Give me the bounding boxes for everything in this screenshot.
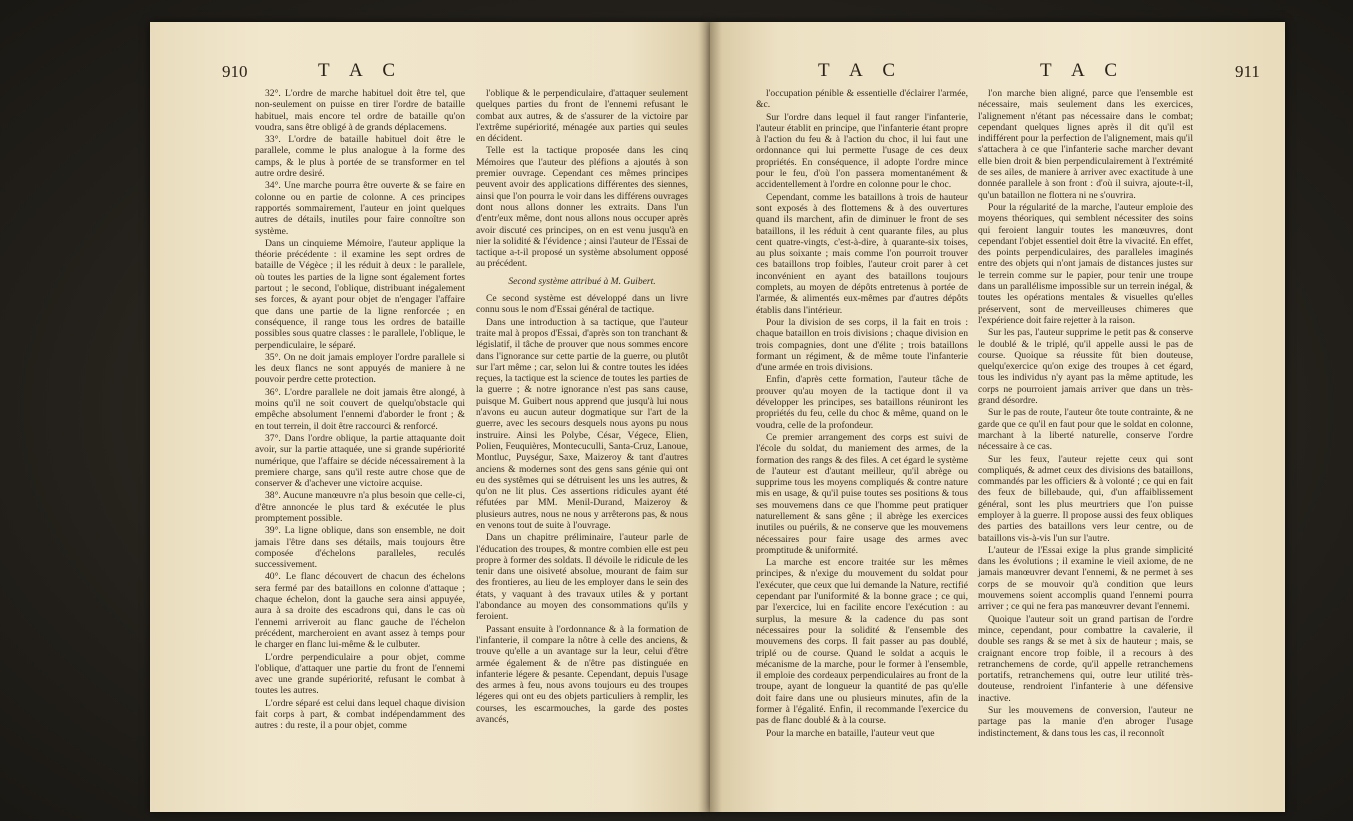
left-page (150, 22, 710, 812)
paragraph: 34°. Une marche pourra être ouverte & se faire en colonne ou en partie de colonne. A ces principes rapportés sommairement, l'auteur en joint quelques autres de détails, inutiles pour faire connoître son système. (255, 180, 465, 237)
left-page-column-1 (255, 88, 465, 733)
paragraph: Enfin, d'après cette formation, l'auteur tâche de prouver qu'au moyen de la tactique dont il va développer les principes, ses bataillons réuniront les propriétés du feu, celle du choc & même, quand on le voudra, celle de la profondeur. (756, 374, 968, 431)
paragraph: Sur l'ordre dans lequel il faut ranger l'infanterie, l'auteur établit en principe, que l'infanterie étant propre à l'action du feu & à l'action du choc, il lui faut une ordonnance qui lui permette l'usage de ces deux propriétés. En conséquence, il adopte l'ordre mince pour le feu, d'où l'on passera momentanément & accidentellement à l'ordre en colonne pour le choc. (756, 111, 968, 191)
paragraph: L'ordre séparé est celui dans lequel chaque division fait corps à part, & combat indépendamment des autres : du reste, il a pour objet, comme (255, 697, 465, 732)
right-page-header (710, 60, 1285, 84)
book-gutter (698, 22, 722, 812)
paragraph: Passant ensuite à l'ordonnance & à la formation de l'infanterie, il compare la nôtre à celle des anciens, & trouve qu'elle a un avantage sur la leur, celui d'être armée également & de n'être pas distinguée en infanterie légere & pesante. Cependant, depuis l'usage des armes à feu, nous avons toujours eu des troupes légeres qui ont eu des objets particuliers à remplir, les courses, les escarmouches, la garde des postes avancés, (476, 623, 688, 726)
right-page-number: 911 (1235, 62, 1260, 81)
paragraph: 38°. Aucune manœuvre n'a plus besoin que celle-ci, d'être annoncée le plus tard & exécutée le plus promptement possible. (255, 490, 465, 524)
paragraph: Pour la marche en bataille, l'auteur veut que (766, 727, 935, 739)
paragraph: Pour la division de ses corps, il la fait en trois : chaque bataillon en trois divisions ; chaque division en trois compagnies, dont une d'élite ; trois bataillons formant un régiment, & de même toute l'infanterie d'une armée en trois divisions. (756, 316, 968, 374)
paragraph: Sur les feux, l'auteur rejette ceux qui sont compliqués, & admet ceux des divisions des bataillons, commandés par les officiers & à volonté ; ce qui en fait des feux de billebaude, qui, d'un affaiblissement général, sont les plus meurtriers que l'on puisse employer à la guerre. Il propose aussi des feux obliques des parties des bataillons vers leur centre, ou de bataillons vis-à-vis l'un sur l'autre. (978, 453, 1193, 544)
paragraph: Quoique l'auteur soit un grand partisan de l'ordre mince, cependant, pour combattre la cavalerie, il double ses rangs & se met à six de hauteur ; mais, se craignant encore trop foible, il a recours à des retranchemens de corde, qu'il appelle retranchemens portatifs, retranchemens qui, outre leur utilité très-douteuse, rendroient l'infanterie à une défensive inactive. (978, 613, 1193, 704)
right-running-head-1: T A C (818, 60, 904, 81)
paragraph: L'auteur de l'Essai exige la plus grande simplicité dans les évolutions ; il examine le vieil axiome, de ne jamais manœuvrer devant l'ennemi, & ne permet à ses corps de se mouvoir qu'à condition que leurs mouvemens soient accomplis quand l'ennemi pourra arriver ; ce qui ne fera pas manœuvrer devant l'ennemi. (978, 544, 1193, 613)
right-page-column-2 (978, 88, 1193, 740)
paragraph: 39°. La ligne oblique, dans son ensemble, ne doit jamais l'être dans ses détails, mais toujours être composée d'échelons paralleles, reculés successivement. (255, 525, 465, 571)
paragraph: Ce premier arrangement des corps est suivi de l'école du soldat, du maniement des armes, de la formation des rangs & des files. A cet égard le système de l'auteur est d'autant meilleur, qu'il abrège ou supprime tous les moyens compliqués & contre nature mis en usage, & qu'il puise toutes ses positions & tous ses mouvemens dans ce que l'homme peut pratiquer naturellement & sans gêne ; il abrège les exercices inutiles ou puérils, & ne conserve que les mouvemens nécessaires pour faire usage des armes avec promptitude & uniformité. (756, 431, 968, 556)
paragraph: L'ordre perpendiculaire a pour objet, comme l'oblique, d'attaquer une partie du front de l'ennemi avec une grande supériorité, refusant le combat à toutes les autres. (255, 651, 465, 697)
left-running-head: T A C (318, 60, 404, 81)
paragraph: Sur les pas, l'auteur supprime le petit pas & conserve le doublé & le triplé, qu'il appelle aussi le pas de course. Quoique sa réussite fût bien douteuse, quelqu'exercice qu'on exige des troupes à cet égard, tous les individus n'y ayant pas la même aptitude, les corps ne pourroient jamais arriver que dans un très-grand désordre. (978, 327, 1193, 407)
paragraph: l'oblique & le perpendiculaire, d'attaquer seulement quelques parties du front de l'ennemi refusant le combat aux autres, & de s'assurer de la victoire par l'extrême supériorité, ménagée aux parties qui seules en décident. (476, 88, 688, 145)
paragraph: l'occupation pénible & essentielle d'éclairer l'armée, &c. (756, 88, 968, 111)
paragraph: Ce second système est développé dans un livre connu sous le nom d'Essai général de tactique. (476, 293, 688, 316)
left-page-column-2 (476, 88, 688, 726)
right-page-column-1 (756, 88, 968, 740)
page-edges-left (150, 32, 152, 812)
paragraph: Cependant, comme les bataillons à trois de hauteur sont exposés à des flottemens & à des ouvertures quand ils marchent, afin de diminuer le front de ses bataillons, il les réduit à cent quarante files, au plus cent quatre-vingts, c'est-à-dire, à quarante-six toises, au plus soixante ; mais comme l'on pourroit trouver ces bataillons trop foibles, l'auteur croit parer à cet inconvénient en ayant des bataillons toujours complets, au moyen de dépôts entretenus à portée de l'armée, & alimentés eux-mêmes par d'autres dépôts établis dans l'intérieur. (756, 191, 968, 316)
right-running-head-2: T A C (1040, 60, 1126, 81)
paragraph: Sur les mouvemens de conversion, l'auteur ne partage pas la manie d'en abroger l'usage indistinctement, & dans tous les cas, il reconnoît (978, 705, 1193, 739)
page-edges-right (1283, 32, 1285, 812)
left-page-header (150, 60, 710, 84)
paragraph: 36°. L'ordre parallele ne doit jamais être alongé, à moins qu'il ne soit couvert de quelqu'obstacle qui empêche absolument l'ennemi d'aborder le front ; & en tout terrein, il doit être raccourci & renforcé. (255, 386, 465, 432)
paragraph: Dans une introduction à sa tactique, que l'auteur traite mal à propos d'Essai, d'après son ton tranchant & législatif, il tâche de prouver que nous sommes encore dans l'ignorance sur cette partie de la guerre, ou plutôt sur l'art même ; car, selon lui & contre toutes les idées reçues, la tactique est la science de toutes les parties de la guerre ; & notre ignorance n'est pas sans cause, puisque M. Guibert nous apprend que jusqu'à lui nous n'avons eu aucun auteur dogmatique sur l'art de la guerre, avec les secours desquels nous ayons pu nous instruire. Ainsi les Polybe, César, Végece, Elien, Polien, Feuquières, Montecuculli, Santa-Cruz, Lanoue, Montluc, Puységur, Saxe, Maizeroy & tant d'autres anciens & modernes sont des gens sans génie qui ont eu des systêmes qui se détruisent les uns les autres, & qu'on ne lit plus. Ces assertions ridicules ayant été réfutées par MM. Menil-Durand, Maizeroy & plusieurs autres, nous ne nous y arrêterons pas, & nous en venons tout de suite à l'ouvrage. (476, 316, 688, 531)
paragraph: l'on marche bien aligné, parce que l'ensemble est nécessaire, mais seulement dans les exercices, l'alignement n'étant pas nécessaire dans le combat; cependant quelques lignes après il dit qu'il est indifférent pour la perfection de l'alignement, mais qu'il s'attachera à ce que l'infanterie sache marcher devant elle bien droit & bien perpendiculairement à l'extrémité de ses ailes, de maniere à arriver avec exactitude à une donnée parallele à son front : d'où il suivra, ajoute-t-il, qu'un bataillon ne flottera ni ne s'ouvrira. (978, 88, 1193, 201)
paragraph: Sur le pas de route, l'auteur ôte toute contrainte, & ne garde que ce qu'il en faut pour que le soldat en colonne, marchant à la liberté naturelle, conserve l'ordre nécessaire à ce cas. (978, 407, 1193, 453)
open-book-spread (150, 22, 1285, 812)
paragraph: Dans un chapitre préliminaire, l'auteur parle de l'éducation des troupes, & montre combien elle est peu propre à former des soldats. Il dévoile le ridicule de les tenir dans une oisiveté absolue, mourant de faim sur des frontieres, au lieu de les employer dans le sein des états, y vaquant à des travaux utiles & y portant l'abondance au moyen des consommations qu'ils y feroient. (476, 532, 688, 623)
paragraph: 32°. L'ordre de marche habituel doit être tel, que non-seulement on puisse en tirer l'ordre de bataille habituel, mais encore tel ordre de bataille qu'on voudra, sans être obligé à de grands déplacemens. (255, 88, 465, 133)
paragraph: 35°. On ne doit jamais employer l'ordre parallele si les deux flancs ne sont appuyés de maniere à ne pouvoir perdre cette protection. (255, 351, 465, 386)
paragraph: Pour la régularité de la marche, l'auteur emploie des moyens théoriques, qui semblent nécessiter des soins qui feroient languir toutes les manœuvres, dont cependant l'objet essentiel doit être la vivacité. En effet, des points perpendiculaires, des paralleles imaginés entre des objets qui n'ont jamais de distances justes sur le terrein comme sur le papier, pour tenir une troupe dans un parallélisme impossible sur un terrein inégal, & toutes les opérations mentales & visuelles qu'elles préservent, sont de merveilleuses chimeres que l'expérience doit faire rejetter à la raison. (978, 201, 1193, 326)
paragraph: La marche est encore traitée sur les mêmes principes, & n'exige du mouvement du soldat pour l'exécuter, que ceux que lui demande la Nature, rectifié cependant par l'uniformité & la bonne grace ; ce qui, par l'exercice, lui en facilite encore l'exécution : au surplus, la mesure & la cadence du pas sont nécessaires pour la solidité & l'ensemble des mouvemens des corps. Il fait passer au pas doublé, triplé ou de course. Quand le soldat a acquis le mécanisme de la marche, pour le former à l'ensemble, il emploie des cordeaux perpendiculaires au front de la troupe, ayant de longueur la quantité de pas qu'elle doit faire dans une ou plusieurs minutes, afin de la former à l'égalité. Enfin, il recommande l'exercice du pas de flanc doublé & à la course. (756, 557, 968, 727)
paragraph: 40°. Le flanc découvert de chacun des échelons sera fermé par des bataillons en colonne d'attaque ; chaque échelon, dont la gauche sera ainsi appuyée, aura à sa droite des escadrons qui, dans le cas où l'ennemi arriveroit au flanc gauche de l'échelon précédent, marcheroient en avant assez à temps pour le charger en flanc lui-même & le culbuter. (255, 571, 465, 651)
paragraph: Dans un cinquieme Mémoire, l'auteur applique la théorie précédente : il examine les sept ordres de bataille de Végèce ; il les réduit à deux : le parallele, où toutes les parties de la ligne sont également fortes partout ; le second, l'oblique, distribuant inégalement ses forces, & ayant pour objet de n'engager l'affaire que dans une partie de la ligne renforcée ; en conséquence, il range tous les ordres de bataille possibles sous quatre classes : le parallele, l'oblique, le perpendiculaire, le séparé. (255, 237, 465, 351)
paragraph: 33°. L'ordre de bataille habituel doit être le parallele, comme le plus analogue à la forme des camps, & le plus à portée de se transformer en tel autre ordre desiré. (255, 134, 465, 180)
left-page-number: 910 (222, 62, 248, 81)
paragraph: Telle est la tactique proposée dans les cinq Mémoires que l'auteur des pléfions a ajoutés à son premier ouvrage. Cependant ces mêmes principes peuvent avoir des applications différentes des siennes, ainsi que l'on pourra le voir dans les différens ouvrages dont nous allons donner les extraits. Dans l'un d'entr'eux même, dont nous allons nous occuper après avoir discuté ces principes, on en est venu jusqu'à en nier la solidité & l'évidence ; ainsi l'auteur de l'Essai de tactique a-t-il proposé un système absolument opposé au précédent. (476, 145, 688, 270)
paragraph: 37°. Dans l'ordre oblique, la partie attaquante doit avoir, sur la partie attaquée, une si grande supériorité numérique, que l'affaire se décide nécessairement à la premiere charge, sans qu'il reste autre chose que de conserver & d'achever une victoire acquise. (255, 432, 465, 490)
section-heading: Second système attribué à M. Guibert. (508, 275, 656, 287)
right-page (710, 22, 1285, 812)
